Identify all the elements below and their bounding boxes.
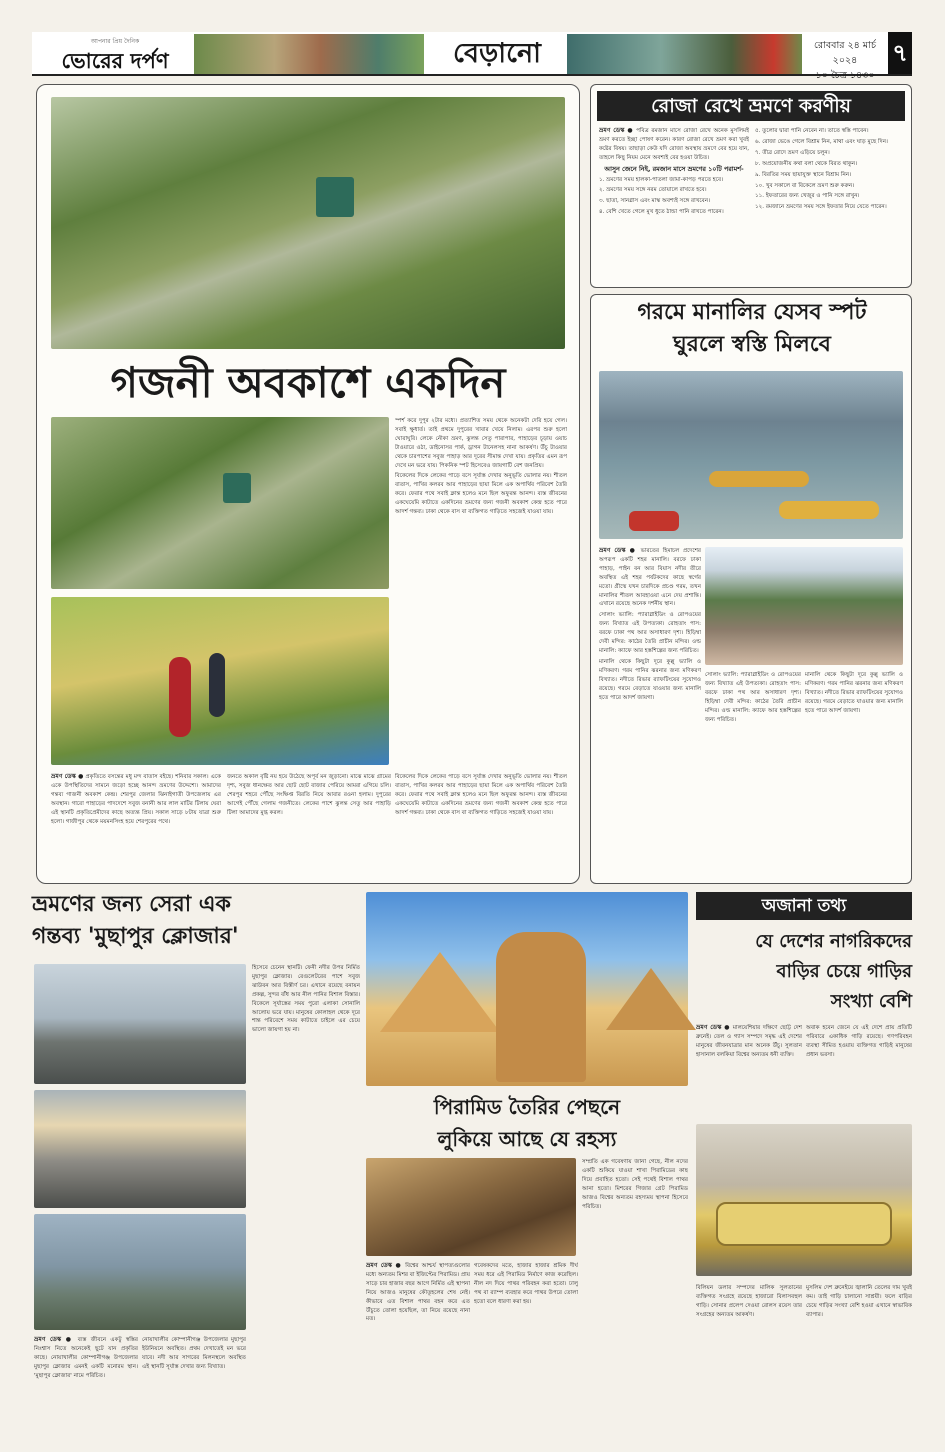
roja-tip: ৯. বিরতির সময় ছায়াযুক্ত স্থানে বিশ্রাম নিন। (755, 171, 852, 178)
masthead-photo-strip-left (194, 34, 424, 74)
man-figure (209, 653, 225, 717)
roja-tip: ৭. তীব্র রোদে ভ্রমণ এড়িয়ে চলুন। (755, 149, 830, 156)
brand-tagline: আপনার প্রিয় দৈনিক (90, 38, 140, 45)
gazni-text-1: প্রকৃতিতে বসন্তের মধু মন্দ বাতাস বইছে। শনিবার সকাল। একে একে উপস্থিতিদের সামনে জড়ো হচ্ছে আনন্দ ভ্রমণের উদ্দেশ্যে। আমাদের গন্তব্য গাজনী অবকাশ কেন্দ্র। শেরপুর জেলার ঝিনাইগাতী উপজেলায় এর অবস্থান। গারো পাহাড়ের পাদদেশে সবুজ বনানী আর লাল মাটির টিলায় ঘেরা এই স্থানটি প্রকৃতিপ্রেমীদের কাছে অত্যন্ত প্রিয়। সকাল সাড়ে ৮টায় যাত্রা শুরু হলো। গাজীপুর থেকে ময়মনসিংহ হয়ে শেরপুরের পথে। (51, 774, 221, 825)
manali-town-photo (705, 547, 903, 665)
roja-col-left (599, 127, 749, 285)
date-gregorian: রোববার ২৪ মার্চ ২০২৪ (814, 40, 876, 66)
roja-tip: ৩. ছাতা, সানগ্লাস এবং মাস্ক অবশ্যই সঙ্গে রাখবেন। (599, 198, 711, 205)
article-gazni (36, 84, 580, 884)
car-col-2 (806, 1024, 912, 1118)
sphinx-figure (496, 932, 586, 1082)
roja-tip: ১২. রমজানে ভ্রমণের সময় সঙ্গে ইফতার নিয়ে যেতে পারেন। (755, 204, 887, 211)
manali-lake-photo (599, 371, 903, 539)
manali-text-4: সোলাং ভ্যালি: প্যারাগ্লাইডিং ও রোপওয়ের জন্য বিখ্যাত এই উপত্যকা। রোহতাং পাস: বরফে ঢাকা পথ আর অসাধারণ দৃশ্য। হিড়িম্বা দেবী মন্দির: কাঠের তৈরি প্রাচীন মন্দির। ওল্ড মানালি: ক্যাফে আর হস্তশিল্পের জন্য পরিচিত। (705, 672, 801, 723)
mushapur-col-1 (34, 1336, 138, 1424)
masthead-photo-strip-right (567, 34, 802, 74)
manali-text-5: মানালি থেকে কিছুটা দূরে কুল্লু ভ্যালি ও মণিকরণ। গরম পানির ঝরনার জন্য মণিকরণ বিখ্যাত। নদীতে রিভার র‍্যাফটিংয়ের সুযোগও রয়েছে। গরমে বেড়াতে যাওয়ার জন্য মানালি হতে পারে আদর্শ জায়গা। (805, 672, 903, 714)
roja-tip: ১১. ইফতারের জন্য খেজুর ও পানি সঙ্গে রাখুন। (755, 193, 860, 200)
mushapur-photo-1 (34, 964, 246, 1084)
cable-car-icon (316, 177, 354, 217)
roja-intro: পবিত্র রমজান মাসে রোজা রেখে অনেক মুসলিমই ভ্রমণ করতে ইচ্ছা পোষণ করেন। কারণ রোজা রেখে ভ্রমণ করা খুবই কষ্টের বিষয়। তাছাড়া কেউ যদি রোজা অবস্থায় ভ্রমণে বের হয়ে যান, তাহলে কিছু নিয়ম মেনে অবশ্যই বের হওয়া উচিত। (599, 128, 749, 161)
woman-figure (169, 657, 191, 737)
masthead (32, 32, 912, 81)
boat-icon (779, 501, 879, 519)
roja-tip: ৮. অপ্রয়োজনীয় কথা বলা থেকে বিরত থাকুন। (755, 160, 858, 167)
mushapur-headline-1: ভ্রমণের জন্য সেরা এক (32, 892, 231, 917)
car-byline: ভ্রমণ ডেস্ক ● (696, 1024, 731, 1031)
mushapur-col-3 (252, 964, 360, 1424)
gazni-lake-photo (51, 417, 389, 589)
pyramid-col-3 (582, 1158, 688, 1426)
gazni-text-3: স্পর্শ করে দুপুর ২টার মধ্যে। প্রত্যাশিত সময় থেকে অনেকটা দেরি হয়ে গেল। সবাই ক্ষুধার্ত। তাই প্রথমে দুপুরের খাবার খেয়ে নিলাম। এরপর শুরু হলো ঘোরাঘুরি। লেকে নৌকা ভ্রমণ, ঝুলন্ত সেতু পারাপার, পাহাড়ের চূড়ায় ওয়াচ টাওয়ারে ওঠা, ডাইনোসর পার্ক, ড্রাগন টানেলসহ নানা আকর্ষণ। উঁচু টাওয়ার থেকে চারপাশের সবুজ পাহাড় আর দূরের সীমান্ত দেখা যায়। প্রকৃতির এমন রূপ দেখে মন ভরে যায়। পিকনিক স্পট হিসেবেও জায়গাটি বেশ জনপ্রিয়। (395, 418, 567, 469)
article-manali (590, 294, 912, 884)
roja-tip: ৫. তুলোর দ্বারা পানি নেবেন না। তাতে স্বস্তি পাবেন। (755, 128, 869, 134)
mushapur-text-3: হিসেবে চেনেন স্থানটি। ফেনী নদীর উপর নির্মিত মুছাপুর ক্লোজার। রেগুলেটরের পাশে সবুজ ঝাউবন আর বিস্তীর্ণ চর। এখানে রয়েছে বনায়ন প্রকল্প, সুন্দর বাঁধ আর নীল পানির বিশাল বিস্তার। বিকেলে সূর্যাস্তের সময় পুরো এলাকা সোনালি আলোয় ভরে যায়। মানুষের কোলাহল থেকে দূরে শান্ত পরিবেশে সময় কাটাতে চাইলে এর চেয়ে ভালো জায়গা হয় না। (252, 965, 360, 1034)
manali-col-1 (599, 547, 701, 877)
pyramid-illustration (366, 1158, 576, 1256)
gazni-col-4 (395, 773, 567, 877)
cable-car-icon (223, 473, 251, 503)
pyramid-shape (606, 968, 696, 1030)
mushapur-headline-2: গন্তব্য 'মুছাপুর ক্লোজার' (32, 924, 239, 949)
roja-col-right (755, 127, 905, 285)
roja-tip: ৬. রোজা ভেঙে গেলে বিশ্রাম নিন, মাথা এবং ঘাড় মুছে দিন। (755, 138, 888, 145)
gazni-text-2: জনতে অকাল বৃষ্টি নয় হয়ে উঠেছে অপূর্ব মন জুড়ানো। মাঝে মাঝে গ্রামের দৃশ্য, সবুজ ধানক্ষেত আর ছোট ছোট বাজার পেরিয়ে আমরা এগিয়ে চলি। শেরপুর শহরে পৌঁছে সংক্ষিপ্ত বিরতি নিয়ে আবার রওনা হলাম। দুপুরের আগেই পৌঁছে গেলাম গজনীতে। লেকের পাশে ঝুলন্ত সেতু আর পাহাড়ি টিলা আমাদের মুগ্ধ করল। (227, 774, 391, 816)
car-col-4 (806, 1284, 912, 1428)
gazni-col-1 (51, 773, 221, 877)
pyramid-sphinx-photo (366, 892, 688, 1086)
article-mushapur (32, 890, 362, 1430)
mushapur-col-2 (142, 1336, 246, 1424)
pyramid-text-1: বিশ্বের আশ্চর্য স্থাপত্যগুলোর মধ্যে অন্যতম মিশর বা ইজিপ্টের পিরামিড। প্রায় সাড়ে চার হাজার বছর আগে নির্মিত এই স্থাপনা নিয়ে আজও মানুষের কৌতূহলের শেষ নেই। কীভাবে এত বিশাল পাথর বহন করে এত উঁচুতে তোলা হয়েছিল, তা নিয়ে রয়েছে নানা মত। (366, 1263, 470, 1323)
manali-headline-1: গরমে মানালির যেসব স্পট (637, 300, 867, 325)
gazni-col-3 (395, 417, 567, 757)
car-col-1 (696, 1024, 802, 1118)
boat-icon (629, 511, 679, 531)
pyramid-col-2 (474, 1262, 578, 1426)
car-text-1: মালয়েশিয়ার দক্ষিণে ছোট্ট দেশ ব্রুনেই। তেল ও গ্যাস সম্পদে সমৃদ্ধ এই দেশের মানুষের জীবনযাত্রার মান অনেক উঁচু। সুলতান হাসানাল বলকিয়া বিশ্বের অন্যতম ধনী ব্যক্তি। (696, 1025, 802, 1058)
manali-text-2: সোলাং ভ্যালি: প্যারাগ্লাইডিং ও রোপওয়ের জন্য বিখ্যাত এই উপত্যকা। রোহতাং পাস: বরফে ঢাকা পথ আর অসাধারণ দৃশ্য। হিড়িম্বা দেবী মন্দির: কাঠের তৈরি প্রাচীন মন্দির। ওল্ড মানালি: ক্যাফে আর হস্তশিল্পের জন্য পরিচিত। (599, 612, 701, 654)
article-car (696, 892, 912, 1432)
roja-tip: ৪. বেশি খেতে গেলে মুখ ধুতে ঠান্ডা পানি রাখতে পারেন। (599, 209, 724, 216)
mushapur-byline: ভ্রমণ ডেস্ক ● (34, 1336, 74, 1343)
pyramid-byline: ভ্রমণ ডেস্ক ● (366, 1262, 403, 1269)
car-text-2: অবাক হবেন জেনে যে এই দেশে প্রায় প্রতিটি পরিবারে একাধিক গাড়ি রয়েছে। গণপরিবহন ব্যবস্থা সীমিত হওয়ায় ব্যক্তিগত গাড়িই মানুষের প্রধান ভরসা। (806, 1025, 912, 1058)
roja-byline: ভ্রমণ ডেস্ক ● (599, 127, 634, 134)
roja-tip: ২. ভ্রমণের সময় সঙ্গে নরম তোয়ালে রাখতে হবে। (599, 187, 707, 194)
manali-col-2 (705, 671, 801, 877)
pyramid-headline-2: লুকিয়ে আছে যে রহস্য (437, 1127, 617, 1151)
manali-text-1: ভারতের হিমাচল প্রদেশের অপরূপ একটি শহর মানালি। বরফে ঢাকা পাহাড়, পাইন বন আর বিয়াস নদীর তীরে অবস্থিত এই শহর পর্যটকদের কাছে স্বর্গের মতো। গ্রীষ্মে যখন চারদিকে প্রচণ্ড গরম, তখন মানালির শীতল আবহাওয়া এনে দেয় প্রশান্তি। এখানে রয়েছে অনেক দর্শনীয় স্থান। (599, 548, 701, 608)
roja-tip: ১. ভ্রমণের সময় হালকা-পাতলা জামা-কাপড় পরতে হবে। (599, 176, 724, 183)
date-bengali: ১০ চৈত্র ১৪৩০ (815, 70, 875, 81)
car-text-4: মুসলিম দেশ ব্রুনেইয়ে জ্বালানি তেলের দাম খুবই কম। তাই গাড়ি চালানো সাশ্রয়ী। ফলে বাড়ির চেয়ে গাড়ির সংখ্যা বেশি হওয়া এখানে স্বাভাবিক ব্যাপার। (806, 1285, 912, 1318)
gold-car-photo (696, 1124, 912, 1276)
pyramid-headline-1: পিরামিড তৈরির পেছনে (433, 1095, 621, 1119)
pyramid-shape (380, 952, 500, 1032)
mushapur-text-2: নোয়াখালীর কোম্পানীগঞ্জ উপজেলার মুছাপুর ইউনিয়নে অবস্থিত। প্রথম দেখাতেই মন ভরে যাবে। নদী আর সাগরের মিলনস্থলে অবস্থিত এই স্থানটি সূর্যাস্ত দেখার জন্য বিখ্যাত। (142, 1337, 246, 1370)
car-headline-2: বাড়ির চেয়ে গাড়ির (776, 961, 912, 982)
page-number: ৭ (888, 32, 912, 74)
roja-tip: ১০. খুব সকালে বা বিকেলে ভ্রমণ শুরু করুন। (755, 182, 855, 189)
roja-headline: রোজা রেখে ভ্রমণে করণীয় (597, 91, 905, 121)
section-title: বেড়ানো (453, 38, 541, 69)
gazni-bridge-photo (51, 597, 389, 765)
car-headline-1: যে দেশের নাগরিকদের (755, 931, 912, 952)
mushapur-photo-3 (34, 1214, 246, 1330)
brand-name: ভোরের দর্পণ (61, 49, 169, 73)
article-pyramid (366, 890, 690, 1430)
gazni-text-4: বিকেলের দিকে লেকের পাড়ে বসে সূর্যাস্ত দেখার অনুভূতি ভোলার নয়। শীতল বাতাস, পাখির কলরব আর পাহাড়ের ছায়া মিলে এক অপার্থিব পরিবেশ তৈরি করে। ফেরার পথে সবাই ক্লান্ত হলেও মনে ছিল অফুরন্ত আনন্দ। ব্যস্ত জীবনের একঘেয়েমি কাটাতে একদিনের ভ্রমণের জন্য গজনী অবকাশ কেন্দ্র হতে পারে আদর্শ গন্তব্য। ঢাকা থেকে বাস বা ব্যক্তিগত গাড়িতে সহজেই যাওয়া যায়। (395, 473, 567, 516)
gazni-headline: গজনী অবকাশে একদিন (110, 358, 506, 407)
car-headline-3: সংখ্যা বেশি (830, 991, 912, 1012)
mushapur-photo-2 (34, 1090, 246, 1208)
unknown-facts-band: অজানা তথ্য (696, 892, 912, 920)
gazni-text-5: বিকেলের দিকে লেকের পাড়ে বসে সূর্যাস্ত দেখার অনুভূতি ভোলার নয়। শীতল বাতাস, পাখির কলরব আর পাহাড়ের ছায়া মিলে এক অপার্থিব পরিবেশ তৈরি করে। ফেরার পথে সবাই ক্লান্ত হলেও মনে ছিল অফুরন্ত আনন্দ। ব্যস্ত জীবনের একঘেয়েমি কাটাতে একদিনের ভ্রমণের জন্য গজনী অবকাশ কেন্দ্র হতে পারে আদর্শ গন্তব্য। ঢাকা থেকে বাস বা ব্যক্তিগত গাড়িতে সহজেই যাওয়া যায়। (395, 774, 567, 816)
pyramid-text-2: গবেষকদের মতে, হাজার হাজার শ্রমিক দীর্ঘ সময় ধরে এই পিরামিড নির্মাণে কাজ করেছিল। নীল নদ দিয়ে পাথর পরিবহন করা হতো। ঢালু পথ বা র‍্যাম্প ব্যবহার করে পাথর উপরে তোলা হতো বলে ধারণা করা হয়। (474, 1263, 578, 1305)
manali-headline-2: ঘুরলে স্বস্তি মিলবে (673, 332, 831, 357)
issue-date (806, 38, 884, 83)
car-col-3 (696, 1284, 802, 1428)
brand-logo (40, 36, 190, 72)
gazni-byline: ভ্রমণ ডেস্ক ● (51, 773, 84, 780)
pyramid-col-1 (366, 1262, 470, 1426)
gazni-main-photo (51, 97, 565, 349)
pyramid-text-3: সম্প্রতি এক গবেষণায় জানা গেছে, নীল নদের একটি শুকিয়ে যাওয়া শাখা পিরামিডের কাছ দিয়ে প্রবাহিত হতো। সেই পথেই বিশাল পাথর আনা হতো। মিশরের গিজার গ্রেট পিরামিড আজও বিশ্বের অন্যতম রহস্যময় স্থাপনা হিসেবে পরিচিত। (582, 1159, 688, 1210)
mushapur-text-1: ব্যস্ত জীবনে একটু স্বস্তির নিঃশ্বাস নিতে অনেকেই ছুটে যান প্রকৃতির কাছে। নোয়াখালীর কোম্পানীগঞ্জ উপজেলার মুছাপুর ক্লোজার এমনই একটি মনোরম স্থান। 'মুছাপুর ক্লোজার' নামে পরিচিত। (34, 1337, 138, 1379)
boat-icon (709, 471, 809, 487)
manali-col-3 (805, 671, 903, 877)
manali-byline: ভ্রমণ ডেস্ক ● (599, 547, 637, 554)
manali-text-3: মানালি থেকে কিছুটা দূরে কুল্লু ভ্যালি ও মণিকরণ। গরম পানির ঝরনার জন্য মণিকরণ বিখ্যাত। নদীতে রিভার র‍্যাফটিংয়ের সুযোগও রয়েছে। গরমে বেড়াতে যাওয়ার জন্য মানালি হতে পারে আদর্শ জায়গা। (599, 658, 701, 701)
gazni-col-2 (227, 773, 391, 877)
article-roja (590, 84, 912, 288)
roja-subhead: আসুন জেনে নিই, রমজান মাসে ভ্রমণের ১০টি পরামর্শ- (604, 164, 744, 173)
car-text-3: বিলিয়ন ডলার সম্পদের মালিক সুলতানের ব্যক্তিগত সংগ্রহে রয়েছে হাজারো বিলাসবহুল গাড়ি। সোনার প্রলেপ দেওয়া রোলস রয়েস তার সংগ্রহের অন্যতম আকর্ষণ। (696, 1285, 802, 1318)
car-body (716, 1202, 892, 1246)
